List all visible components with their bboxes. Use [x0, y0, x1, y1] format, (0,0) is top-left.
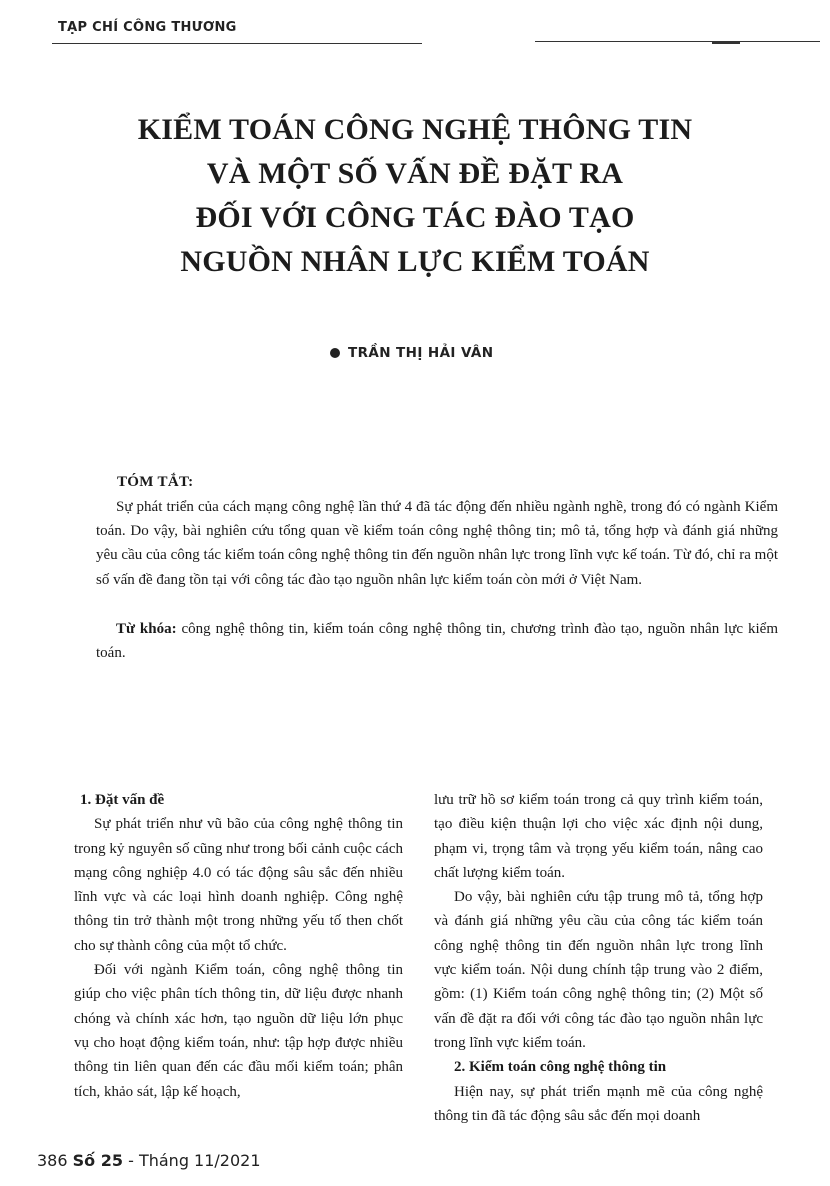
left-column	[74, 788, 403, 1104]
page-footer	[37, 1151, 261, 1170]
keywords-text: công nghệ thông tin, kiểm toán công nghệ thông tin, chương trình đào tạo, nguồn nhân lực kiểm toán.	[96, 621, 779, 662]
paragraph: Đối với ngành Kiểm toán, công nghệ thông tin giúp cho việc phân tích thông tin, dữ liệu được nhanh chóng và chính xác hơn, tạo nguồn dữ liệu lớn phục vụ cho hoạt động kiểm toán, như: tập hợp được nhiều thông tin liên quan đến các đầu mối kiểm toán; phân tích, khảo sát, lập kế hoạch,	[74, 962, 403, 1100]
paragraph: Sự phát triển như vũ bão của công nghệ thông tin trong kỷ nguyên số cũng như trong bối cảnh cuộc cách mạng công nghiệp 4.0 có tác động sâu sắc đến nhiều lĩnh vực và các loại hình doanh nghiệp. Công nghệ thông tin trở thành một trong những yếu tố then chốt cho sự thành công của một tổ chức.	[74, 816, 403, 954]
journal-name: TẠP CHÍ CÔNG THƯƠNG	[58, 20, 237, 35]
title-line: NGUỒN NHÂN LỰC KIỂM TOÁN	[180, 245, 650, 278]
header-rule-left	[52, 43, 422, 44]
author-name: TRẦN THỊ HẢI VÂN	[348, 345, 494, 361]
author-byline	[330, 345, 493, 361]
summary-text: Sự phát triển của cách mạng công nghệ lần thứ 4 đã tác động đến nhiều ngành nghề, trong đó có ngành Kiểm toán. Do vậy, bài nghiên cứu tổng quan về kiểm toán công nghệ thông tin; mô tả, tổng hợp và đánh giá những yêu cầu của công tác kiểm toán công nghệ thông tin đến nguồn nhân lực trong lĩnh vực kế toán. Từ đó, chỉ ra một số vấn đề đang tồn tại với công tác đào tạo nguồn nhân lực kiểm toán còn mới ở Việt Nam.	[96, 499, 778, 588]
article-title	[60, 108, 770, 284]
paragraph: Do vậy, bài nghiên cứu tập trung mô tả, tổng hợp và đánh giá những yêu cầu của công tác kiểm toán công nghệ thông tin đến nguồn nhân lực trong lĩnh vực kiểm toán. Nội dung chính tập trung vào 2 điểm, gồm: (1) Kiểm toán công nghệ thông tin; (2) Một số vấn đề đặt ra đối với công tác đào tạo nguồn nhân lực trong lĩnh vực kiểm toán.	[434, 889, 763, 1051]
keywords	[96, 617, 778, 665]
paragraph: Hiện nay, sự phát triển mạnh mẽ của công nghệ thông tin đã tác động sâu sắc đến mọi doanh	[434, 1083, 763, 1124]
page-number: 386	[37, 1151, 68, 1170]
section-heading: 2. Kiểm toán công nghệ thông tin	[454, 1059, 667, 1076]
bullet-icon	[330, 348, 340, 358]
issue-number: Số 25	[72, 1151, 123, 1170]
title-line: VÀ MỘT SỐ VẤN ĐỀ ĐẶT RA	[206, 157, 624, 190]
summary-title: TÓM TẮT:	[117, 474, 194, 490]
right-column	[434, 788, 763, 1128]
issue-date: - Tháng 11/2021	[128, 1151, 261, 1170]
header-rule-mark	[712, 41, 740, 44]
section-heading: 1. Đặt vấn đề	[80, 792, 165, 808]
keywords-label: Từ khóa:	[116, 621, 177, 637]
title-line: KIỂM TOÁN CÔNG NGHỆ THÔNG TIN	[137, 113, 693, 146]
header-rule-right	[535, 41, 820, 42]
title-line: ĐỐI VỚI CÔNG TÁC ĐÀO TẠO	[195, 201, 635, 234]
paragraph: lưu trữ hồ sơ kiểm toán trong cả quy trình kiểm toán, tạo điều kiện thuận lợi cho việc xác định nội dung, phạm vi, trọng tâm và trọng yếu kiểm toán, nâng cao chất lượng kiểm toán.	[434, 792, 763, 881]
